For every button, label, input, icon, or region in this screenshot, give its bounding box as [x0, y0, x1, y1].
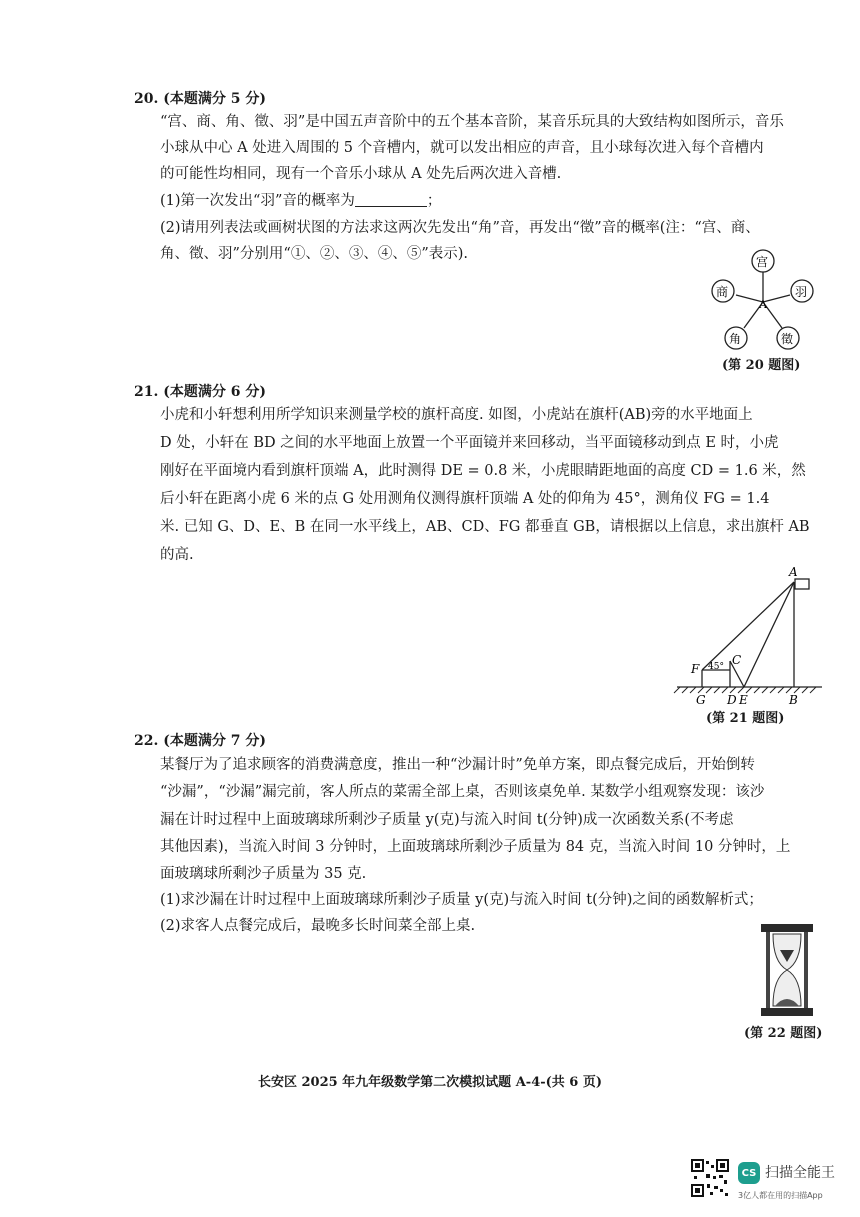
q20-part1-suffix: ； [426, 193, 442, 209]
q22-line-3: 漏在计时过程中上面玻璃球所剩沙子质量 y(克)与流入时间 t(分钟)成一次函数关系(不考虑 [160, 812, 734, 828]
q21-figure [672, 560, 832, 710]
page-footer: 长安区 2025 年九年级数学第二次模拟试题 A-4-(共 6 页) [257, 1075, 603, 1090]
label-F: F [691, 662, 700, 676]
q21-line-4: 后小轩在距离小虎 6 米的点 G 处用测角仪测得旗杆顶端 A 处的仰角为 45°，测角仪 FG = 1.4 [160, 491, 770, 507]
watermark-title: 扫描全能王 [765, 1165, 835, 1181]
q20-figure-caption: (第 20 题图) [722, 358, 801, 373]
q21-line-3: 刚好在平面境内看到旗杆顶端 A，此时测得 DE = 0.8 米，小虎眼睛距地面的高度 CD = 1.6 米，然 [160, 463, 806, 479]
angle-label: 45° [708, 662, 724, 672]
q22-figure-caption: (第 22 题图) [744, 1026, 823, 1041]
q20-part2-line2: 角、徵、羽”分别用“①、②、③、④、⑤”表示). [160, 246, 469, 262]
q20-part1 [160, 191, 441, 211]
label-C: C [732, 653, 742, 667]
qr-code-icon [690, 1158, 730, 1198]
q21-line-5: 米. 已知 G、D、E、B 在同一水平线上，AB、CD、FG 都垂直 GB，请根据以上信息，求出旗杆 AB [160, 519, 810, 535]
q21-figure-caption: (第 21 题图) [706, 711, 785, 726]
q20-center-label: A [759, 298, 767, 311]
q20-line-3: 的可能性均相同，现有一个音乐小球从 A 处先后两次进入音槽. [160, 166, 562, 182]
label-A: A [789, 565, 798, 579]
note-shang: 商 [716, 285, 729, 299]
watermark-subtitle: 3亿人都在用的扫描App [738, 1191, 823, 1200]
q20-line-2: 小球从中心 A 处进入周围的 5 个音槽内，就可以发出相应的声音，且小球每次进入每个音槽内 [160, 140, 764, 156]
q22-part2: (2)求客人点餐完成后，最晚多长时间菜全部上桌. [160, 918, 476, 934]
q20-part1-prefix: (1)第一次发出“羽”音的概率为 [160, 193, 355, 209]
camscanner-logo: CS [738, 1162, 760, 1184]
q20-header: 20. (本题满分 5 分) [134, 91, 266, 107]
note-jue: 角 [729, 332, 742, 346]
q21-line-6: 的高. [160, 547, 194, 563]
note-gong: 宫 [756, 255, 769, 269]
q20-figure [700, 240, 830, 355]
note-yu: 羽 [795, 285, 808, 299]
label-B: B [789, 693, 798, 707]
label-E: E [739, 693, 748, 707]
q22-line-4: 其他因素)，当流入时间 3 分钟时，上面玻璃球所剩沙子质量为 84 克，当流入时间 10 分钟时，上 [160, 839, 791, 855]
label-G: G [696, 693, 706, 707]
hourglass-icon [758, 920, 818, 1020]
q21-header: 21. (本题满分 6 分) [134, 384, 266, 400]
q22-line-2: “沙漏”，“沙漏”漏完前，客人所点的菜需全部上桌，否则该桌免单. 某数学小组观察发现：该沙 [160, 784, 765, 800]
q22-line-1: 某餐厅为了追求顾客的消费满意度，推出一种“沙漏计时”免单方案，即点餐完成后，开始倒转 [160, 757, 755, 773]
answer-blank [355, 192, 427, 207]
q22-line-5: 面玻璃球所剩沙子质量为 35 克. [160, 866, 367, 882]
q22-header: 22. (本题满分 7 分) [134, 733, 266, 749]
note-zhi: 徵 [781, 332, 794, 346]
q20-part2-line1: (2)请用列表法或画树状图的方法求这两次先发出“角”音，再发出“徵”音的概率(注：“宫、商、 [160, 220, 760, 236]
q20-line-1: “宫、商、角、徵、羽”是中国五声音阶中的五个基本音阶，某音乐玩具的大致结构如图所示，音乐 [160, 114, 784, 130]
label-D: D [727, 693, 737, 707]
q22-part1: (1)求沙漏在计时过程中上面玻璃球所剩沙子质量 y(克)与流入时间 t(分钟)之间的函数解析式； [160, 892, 763, 908]
q21-line-2: D 处，小轩在 BD 之间的水平地面上放置一个平面镜并来回移动，当平面镜移动到点 E 时，小虎 [160, 435, 779, 451]
q21-line-1: 小虎和小轩想利用所学知识来测量学校的旗杆高度. 如图，小虎站在旗杆(AB)旁的水平地面上 [160, 407, 753, 423]
